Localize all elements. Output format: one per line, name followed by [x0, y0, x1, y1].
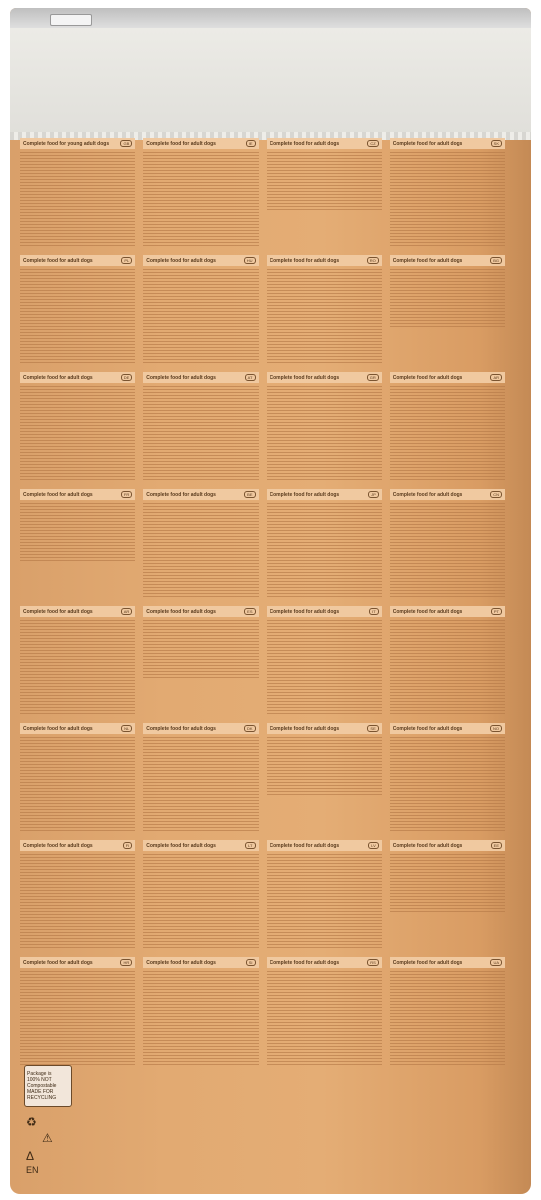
- panel-title: Complete food for adult dogs: [146, 140, 216, 147]
- panel-title: Complete food for adult dogs: [23, 959, 93, 966]
- panel-title: Complete food for adult dogs: [146, 725, 216, 732]
- panel-title: Complete food for adult dogs: [392, 959, 463, 966]
- panel-body-text: [390, 386, 505, 481]
- language-badge: LV: [368, 842, 379, 849]
- panel-title-bar: [143, 489, 258, 500]
- panel-title-bar: [267, 723, 382, 734]
- label-panel: [18, 604, 137, 721]
- label-panel: [265, 370, 384, 487]
- panel-title: Complete food for adult dogs: [269, 725, 340, 732]
- panel-body-text: [143, 152, 258, 247]
- panel-title-bar: [143, 723, 258, 734]
- language-badge: SK: [491, 140, 502, 147]
- panel-body-text: [390, 503, 505, 598]
- label-panel: [141, 604, 260, 721]
- panel-body-text: [267, 854, 382, 949]
- label-panel: [265, 487, 384, 604]
- panel-body-text: [267, 620, 382, 715]
- panel-body-text: [20, 971, 135, 1066]
- panel-title-bar: [390, 606, 505, 617]
- language-badge: CZ: [367, 140, 378, 147]
- panel-title: Complete food for adult dogs: [23, 725, 93, 732]
- language-badge: SE: [367, 725, 378, 732]
- label-panel: [388, 604, 507, 721]
- panel-body-text: [143, 386, 258, 481]
- panel-body-text: [143, 971, 258, 1066]
- label-panel: [265, 721, 384, 838]
- language-badge: AR: [490, 374, 502, 381]
- panel-body-text: [267, 269, 382, 364]
- panel-title: Complete food for adult dogs: [269, 959, 340, 966]
- label-panel: [18, 955, 137, 1072]
- panel-body-text: [390, 737, 505, 832]
- panel-title: Complete food for adult dogs: [23, 491, 93, 498]
- panel-title-bar: [20, 957, 135, 968]
- label-panel: [18, 487, 137, 604]
- panel-title-bar: [267, 138, 382, 149]
- label-panel: [18, 253, 137, 370]
- language-badge: AR: [121, 608, 133, 615]
- panel-title-bar: [390, 372, 505, 383]
- language-badge: ES: [244, 608, 255, 615]
- language-badge: PT: [491, 608, 502, 615]
- language-badge: RO: [367, 257, 379, 264]
- panel-body-text: [390, 152, 505, 247]
- panel-title-bar: [390, 255, 505, 266]
- recycle-icon: ♻: [26, 1115, 37, 1129]
- panel-body-text: [143, 737, 258, 832]
- recycle-line: MADE FOR: [27, 1089, 54, 1095]
- label-panel: [141, 838, 260, 955]
- panel-title: Complete food for adult dogs: [23, 842, 93, 849]
- label-grid: [18, 136, 507, 1072]
- panel-body-text: [20, 854, 135, 949]
- panel-body-text: [267, 737, 382, 797]
- panel-title-bar: [267, 489, 382, 500]
- panel-body-text: [267, 152, 382, 212]
- label-panel: [18, 370, 137, 487]
- panel-title: Complete food for adult dogs: [269, 491, 340, 498]
- language-badge: UA: [490, 959, 502, 966]
- language-badge: DK: [244, 725, 256, 732]
- panel-title-bar: [267, 606, 382, 617]
- panel-body-text: [390, 971, 505, 1066]
- panel-title: Complete food for adult dogs: [392, 491, 463, 498]
- label-panel: [265, 136, 384, 253]
- label-panel: [141, 487, 260, 604]
- label-panel: [265, 838, 384, 955]
- label-panel: [388, 136, 507, 253]
- label-panel: [388, 721, 507, 838]
- language-badge: NL: [121, 725, 132, 732]
- language-badge: JP: [368, 491, 379, 498]
- panel-body-text: [390, 269, 505, 329]
- panel-body-text: [267, 503, 382, 598]
- panel-title: Complete food for adult dogs: [392, 842, 463, 849]
- panel-title-bar: [390, 138, 505, 149]
- language-badge: LT: [245, 842, 255, 849]
- label-panel: [388, 370, 507, 487]
- language-badge: GB: [120, 140, 132, 147]
- panel-title: Complete food for adult dogs: [23, 257, 93, 264]
- language-badge: HR: [120, 959, 132, 966]
- panel-title-bar: [390, 840, 505, 851]
- panel-title-bar: [143, 957, 258, 968]
- panel-title-bar: [20, 723, 135, 734]
- bag-header-band: [10, 28, 531, 136]
- panel-title-bar: [267, 255, 382, 266]
- panel-body-text: [390, 854, 505, 914]
- panel-title: Complete food for adult dogs: [146, 842, 216, 849]
- en-mark: EN: [26, 1165, 39, 1175]
- panel-body-text: [267, 971, 382, 1066]
- language-badge: GR: [367, 374, 379, 381]
- panel-title: Complete food for adult dogs: [146, 491, 216, 498]
- panel-title-bar: [143, 840, 258, 851]
- panel-title-bar: [20, 255, 135, 266]
- recycling-badge: [24, 1065, 72, 1107]
- recycle-line: RECYCLING: [27, 1095, 57, 1101]
- panel-body-text: [20, 737, 135, 832]
- recycle-line: Package is: [27, 1071, 52, 1077]
- label-panel: [141, 253, 260, 370]
- recycling-logos: [24, 1065, 84, 1185]
- panel-title: Complete food for adult dogs: [23, 608, 93, 615]
- panel-title-bar: [390, 723, 505, 734]
- panel-title: Complete food for adult dogs: [146, 257, 216, 264]
- warning-icon: ⚠: [42, 1131, 53, 1145]
- panel-body-text: [20, 152, 135, 247]
- language-badge: SI: [246, 959, 256, 966]
- panel-title: Complete food for adult dogs: [392, 725, 463, 732]
- label-panel: [265, 253, 384, 370]
- panel-title-bar: [143, 606, 258, 617]
- recycle-line: Compostable: [27, 1083, 57, 1089]
- label-panel: [18, 838, 137, 955]
- language-badge: DE: [121, 374, 133, 381]
- label-panel: [18, 721, 137, 838]
- label-panel: [141, 136, 260, 253]
- language-badge: AT: [245, 374, 256, 381]
- panel-title-bar: [390, 957, 505, 968]
- panel-title: Complete food for adult dogs: [146, 374, 216, 381]
- label-panel: [18, 136, 137, 253]
- panel-title-bar: [20, 489, 135, 500]
- panel-body-text: [20, 269, 135, 364]
- language-badge: FR: [121, 491, 132, 498]
- language-badge: FI: [123, 842, 133, 849]
- panel-title: Complete food for adult dogs: [392, 608, 463, 615]
- panel-body-text: [390, 620, 505, 715]
- label-panel: [388, 955, 507, 1072]
- panel-title-bar: [20, 606, 135, 617]
- panel-title: Complete food for adult dogs: [269, 374, 340, 381]
- panel-title: Complete food for adult dogs: [269, 608, 340, 615]
- panel-body-text: [267, 386, 382, 481]
- panel-title: Complete food for adult dogs: [23, 374, 93, 381]
- panel-title-bar: [143, 255, 258, 266]
- panel-title-bar: [143, 372, 258, 383]
- panel-title-bar: [267, 957, 382, 968]
- panel-title: Complete food for adult dogs: [392, 257, 463, 264]
- panel-title: Complete food for adult dogs: [269, 842, 340, 849]
- panel-body-text: [143, 503, 258, 598]
- triangle-icon: Δ: [26, 1149, 35, 1163]
- panel-title: Complete food for adult dogs: [269, 140, 340, 147]
- label-panel: [265, 604, 384, 721]
- panel-title-bar: [20, 138, 135, 149]
- label-panel: [388, 487, 507, 604]
- panel-title: Complete food for adult dogs: [269, 257, 340, 264]
- language-badge: EE: [491, 842, 502, 849]
- label-panel: [388, 838, 507, 955]
- language-badge: NO: [490, 725, 502, 732]
- panel-body-text: [143, 854, 258, 949]
- panel-body-text: [20, 503, 135, 563]
- recycle-line: 100% NOT: [27, 1077, 52, 1083]
- label-panel: [141, 370, 260, 487]
- language-badge: HU: [244, 257, 256, 264]
- language-badge: BE: [244, 491, 255, 498]
- panel-title: Complete food for adult dogs: [392, 140, 463, 147]
- panel-title: Complete food for adult dogs: [146, 959, 216, 966]
- language-badge: IT: [369, 608, 379, 615]
- panel-body-text: [143, 269, 258, 364]
- language-badge: PL: [121, 257, 132, 264]
- tear-notch: [50, 14, 92, 26]
- panel-title: Complete food for young adult dogs: [23, 140, 110, 147]
- language-badge: RS: [367, 959, 379, 966]
- panel-title-bar: [267, 840, 382, 851]
- panel-title-bar: [143, 138, 258, 149]
- language-badge: BG: [490, 257, 502, 264]
- panel-body-text: [143, 620, 258, 680]
- panel-title-bar: [20, 840, 135, 851]
- panel-title-bar: [390, 489, 505, 500]
- panel-body-text: [20, 620, 135, 715]
- language-badge: IE: [246, 140, 256, 147]
- label-panel: [141, 955, 260, 1072]
- label-panel: [141, 721, 260, 838]
- panel-title: Complete food for adult dogs: [392, 374, 463, 381]
- panel-title-bar: [20, 372, 135, 383]
- panel-body-text: [20, 386, 135, 481]
- language-badge: CN: [490, 491, 502, 498]
- panel-title: Complete food for adult dogs: [146, 608, 216, 615]
- panel-title-bar: [267, 372, 382, 383]
- label-panel: [265, 955, 384, 1072]
- label-panel: [388, 253, 507, 370]
